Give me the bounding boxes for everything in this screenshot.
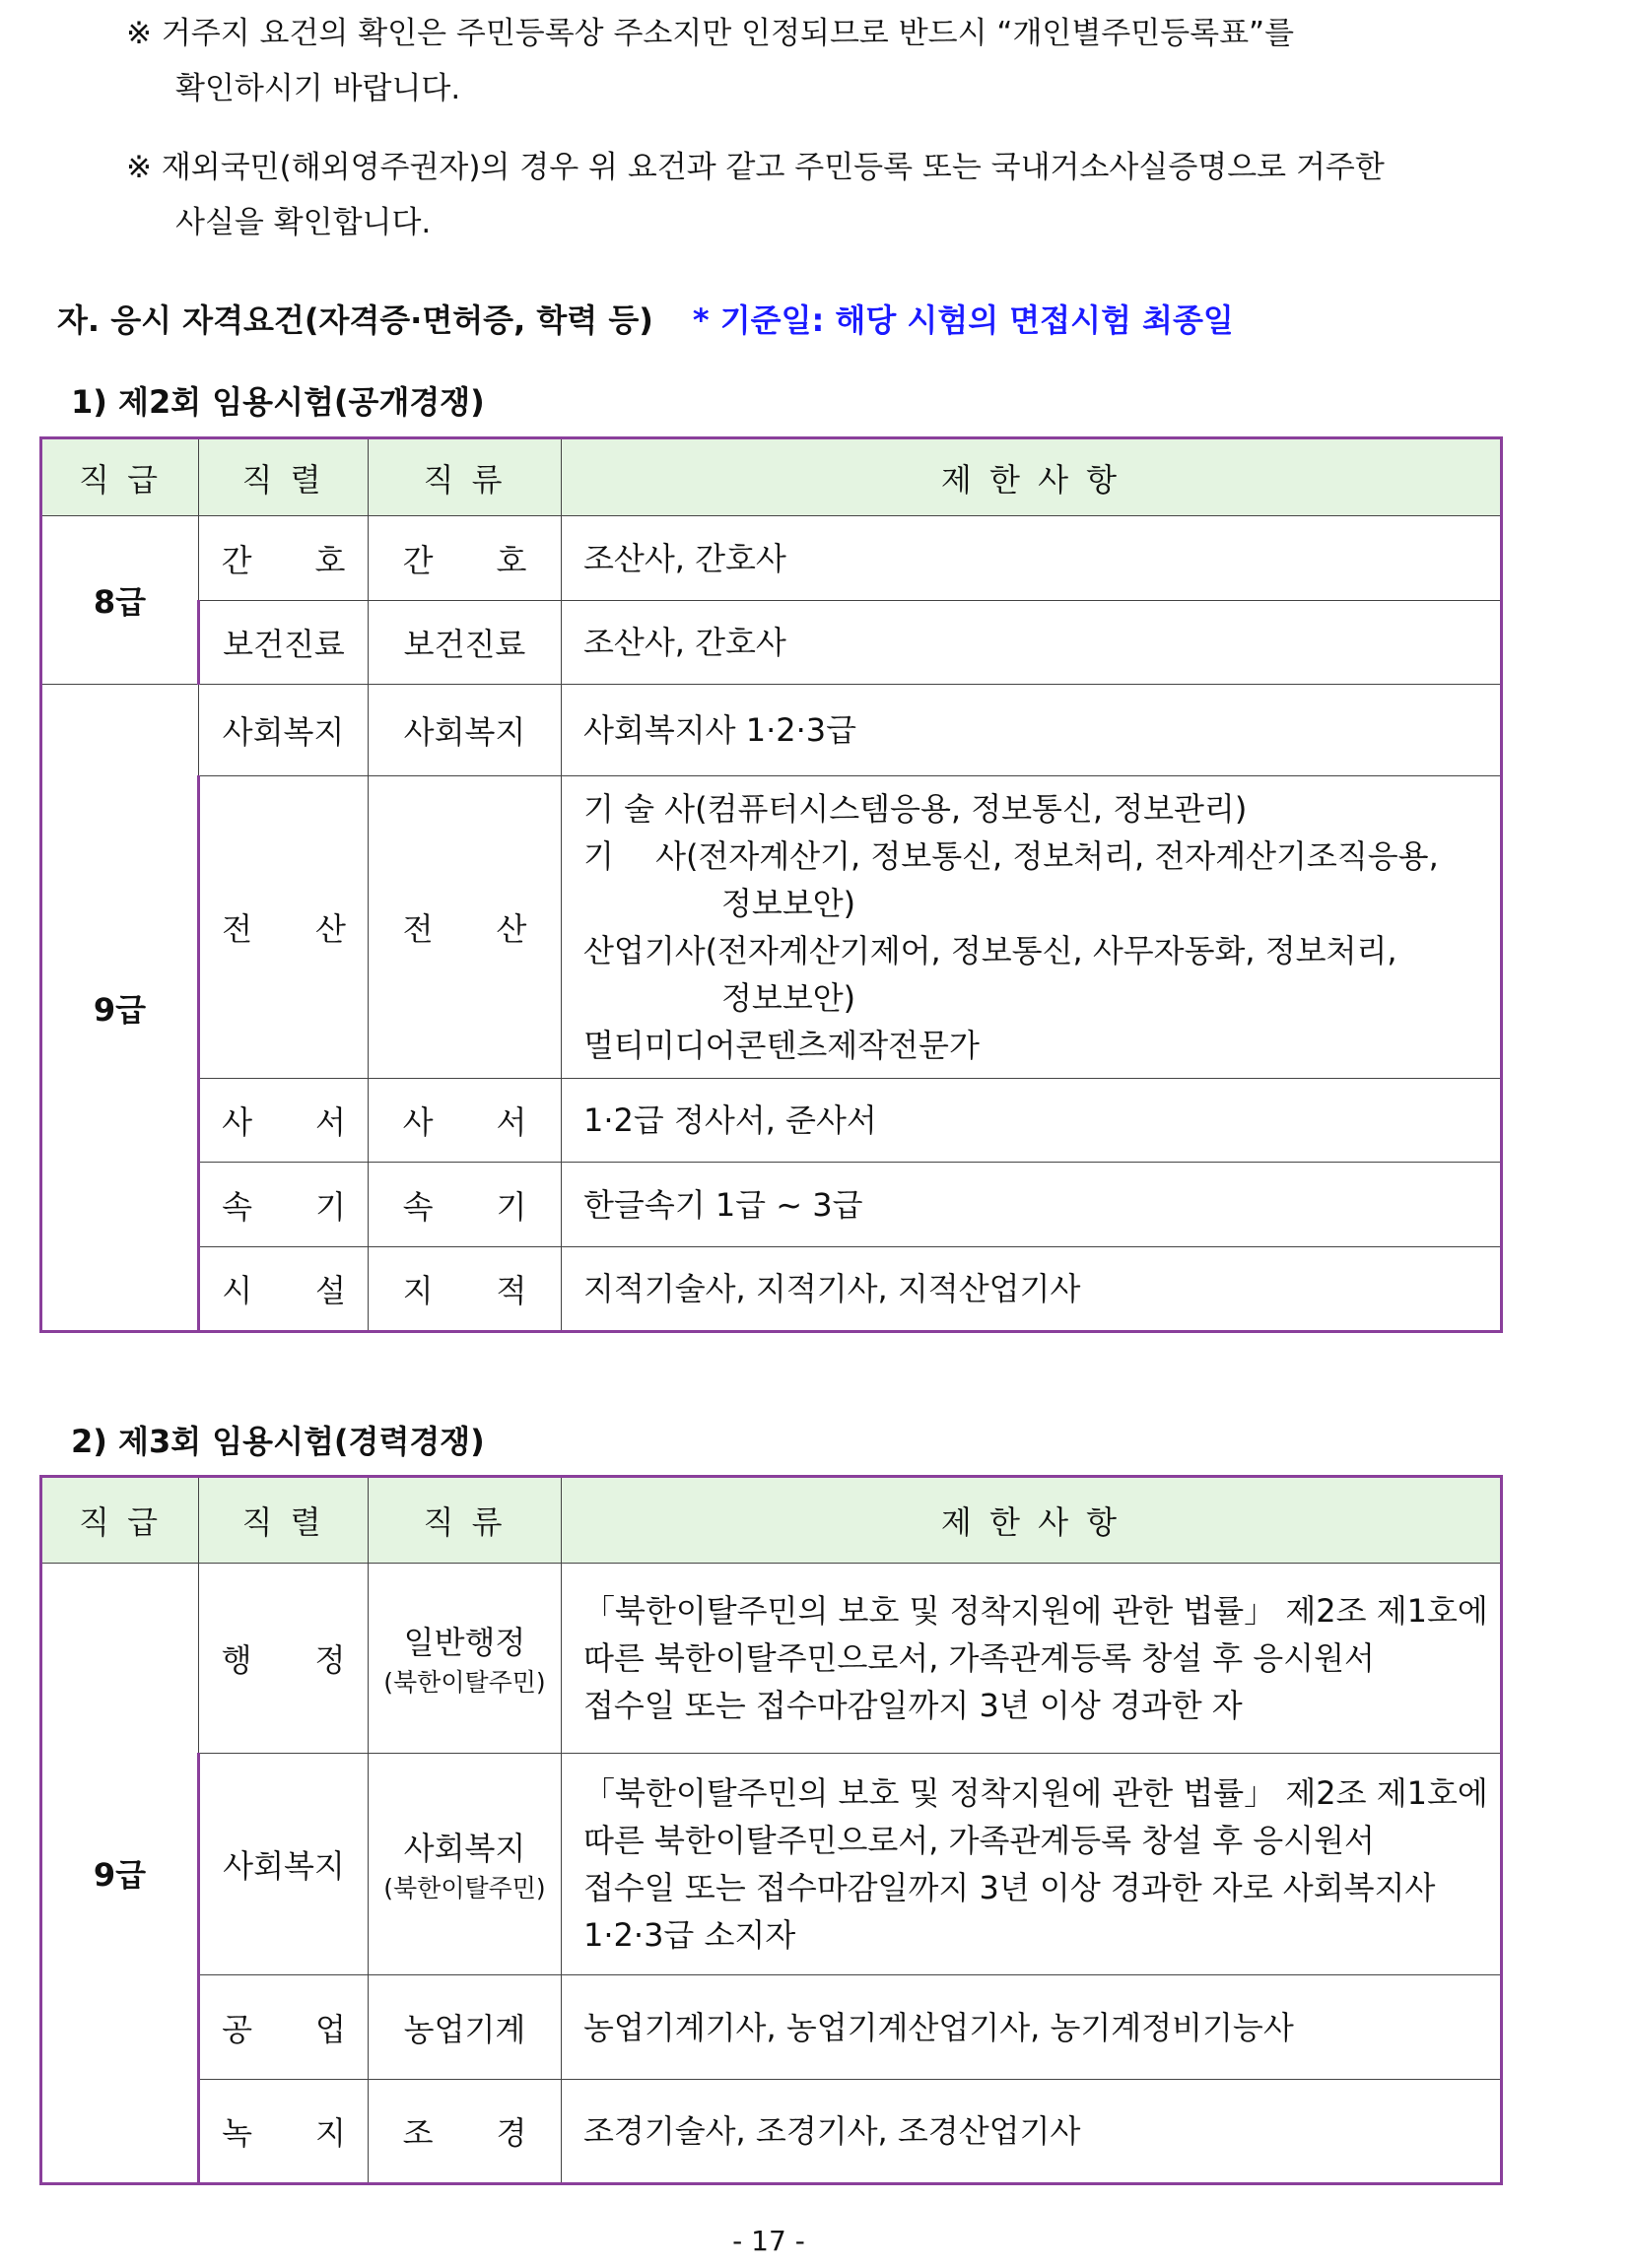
- table-row: 공 업 농업기계 농업기계기사, 농업기계산업기사, 농기계정비기능사: [41, 1975, 1502, 2080]
- exam3-requirements-table: [39, 1475, 1503, 2185]
- page-number: - 17 -: [732, 2225, 805, 2257]
- exam3-title: 2) 제3회 임용시험(경력경쟁): [71, 1423, 485, 1460]
- table-row: 사회복지 사회복지 (북한이탈주민) 「북한이탈주민의 보호 및 정착지원에 관한 법률」 제2조 제1호에 따른 북한이탈주민으로서, 가족관계등록 창설 후 응시원서 접수일 또는 접수마감일까지 3년 이상 경과한 자로 사회복지사 1·2·3급 소지자: [41, 1754, 1502, 1975]
- table-row: 사 서 사 서 1·2급 정사서, 준사서: [41, 1079, 1502, 1163]
- table-row: 속 기 속 기 한글속기 1급 ~ 3급: [41, 1163, 1502, 1247]
- header-category: 직 류: [369, 1477, 562, 1564]
- table-row: 시 설 지 적 지적기술사, 지적기사, 지적산업기사: [41, 1247, 1502, 1332]
- table-row: 전 산 전 산 기 술 사(컴퓨터시스템응용, 정보통신, 정보관리) 기 사(전자계산기, 정보통신, 정보처리, 전자계산기조직응용, 정보보안) 산업기사(전자계산기제어, 정보통신, 사무자동화, 정보처리, 정보보안) 멀티미디어콘텐츠제작전문가: [41, 776, 1502, 1079]
- basis-date-note: * 기준일: 해당 시험의 면접시험 최종일: [692, 301, 1234, 339]
- table-row: 보건진료 보건진료 조산사, 간호사: [41, 601, 1502, 685]
- table-row: 9급 사회복지 사회복지 사회복지사 1·2·3급: [41, 685, 1502, 776]
- table-row: 8급 간 호 간 호 조산사, 간호사: [41, 516, 1502, 601]
- note-overseas-nationals: ※ 재외국민(해외영주권자)의 경우 위 요건과 같고 주민등록 또는 국내거소사실증명으로 거주한 사실을 확인합니다.: [126, 150, 1385, 240]
- grade-cell: 9급: [41, 685, 199, 1332]
- grade-cell: 9급: [41, 1564, 199, 2184]
- exam2-title: 1) 제2회 임용시험(공개경쟁): [71, 383, 485, 421]
- header-series: 직 렬: [199, 1477, 369, 1564]
- grade-cell: 8급: [41, 516, 199, 685]
- header-grade: 직 급: [41, 1477, 199, 1564]
- header-requirement: 제 한 사 항: [562, 438, 1502, 516]
- section-heading: 자. 응시 자격요건(자격증·면허증, 학력 등) * 기준일: 해당 시험의 면접시험 최종일: [57, 301, 1234, 339]
- table-row: 9급 행 정 일반행정 (북한이탈주민) 「북한이탈주민의 보호 및 정착지원에 관한 법률」 제2조 제1호에 따른 북한이탈주민으로서, 가족관계등록 창설 후 응시원서 접수일 또는 접수마감일까지 3년 이상 경과한 자: [41, 1564, 1502, 1754]
- table-header-row: [41, 1477, 1502, 1564]
- note-residence-check: ※ 거주지 요건의 확인은 주민등록상 주소지만 인정되므로 반드시 “개인별주민등록표”를 확인하시기 바랍니다.: [126, 16, 1295, 106]
- table-header-row: [41, 438, 1502, 516]
- exam2-requirements-table: [39, 436, 1503, 1333]
- header-series: 직 렬: [199, 438, 369, 516]
- header-category: 직 류: [369, 438, 562, 516]
- table-row: 녹 지 조 경 조경기술사, 조경기사, 조경산업기사: [41, 2080, 1502, 2184]
- header-requirement: 제 한 사 항: [562, 1477, 1502, 1564]
- header-grade: 직 급: [41, 438, 199, 516]
